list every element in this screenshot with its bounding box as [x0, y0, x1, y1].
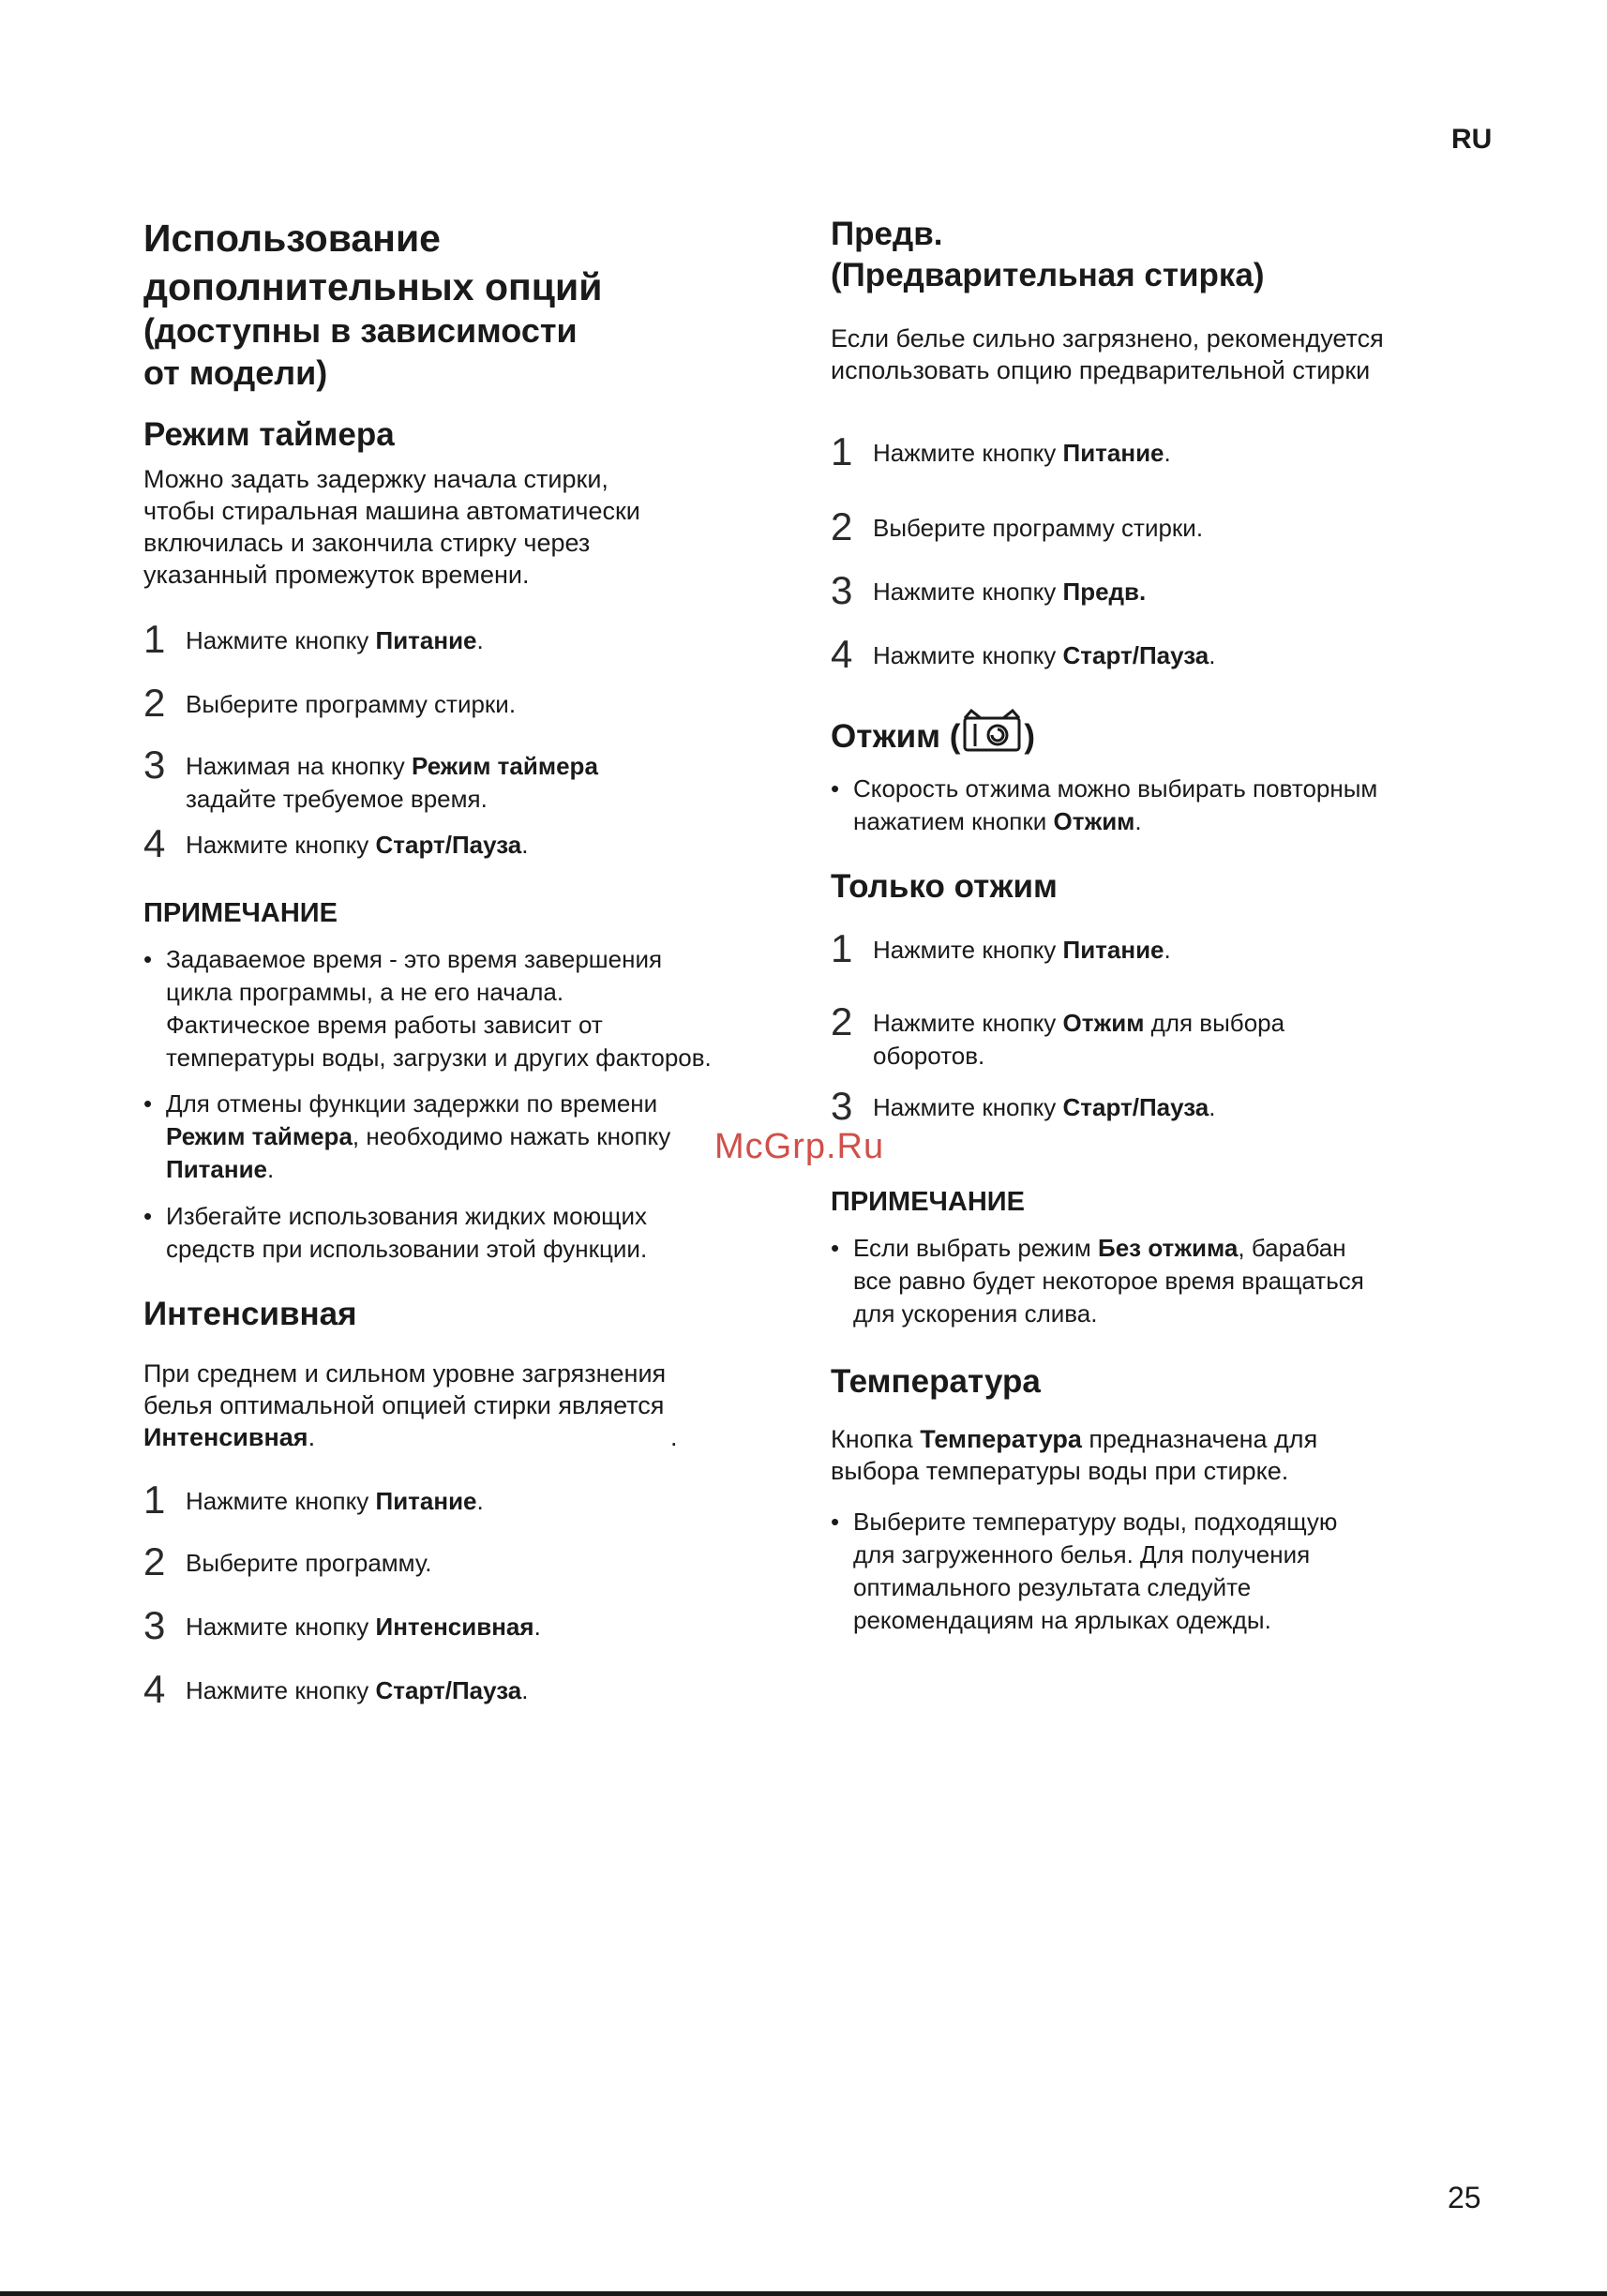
note-heading-right: ПРИМЕЧАНИЕ [831, 1187, 1025, 1217]
timer-step-3 [143, 743, 598, 816]
step-text: Выберите программу. [186, 1549, 432, 1577]
step-text: Нажимая на кнопку Режим таймера задайте требуемое время. [186, 752, 598, 813]
page-title [143, 214, 602, 394]
note-bullet-2 [143, 1088, 670, 1186]
bullet-dot: • [143, 1089, 153, 1118]
spin-only-step-3 [831, 1084, 1216, 1128]
intensive-step-3 [143, 1603, 541, 1647]
spin-only-step-2 [831, 999, 1285, 1073]
spin-bullet [831, 773, 1377, 838]
intensive-intro-line: При среднем и сильном уровне загрязнения [143, 1359, 667, 1388]
bullet-text: Если выбрать режим Без отжима, барабан все равно будет некоторое время вращаться для ускорения слива. [853, 1234, 1364, 1328]
prewash-heading [831, 214, 1265, 296]
temperature-intro-line: Кнопка Температура предназначена для [831, 1425, 1318, 1453]
temperature-intro [831, 1423, 1506, 1487]
temperature-bullet [831, 1506, 1337, 1637]
intensive-heading: Интенсивная [143, 1296, 357, 1332]
watermark: McGrp.Ru [714, 1127, 885, 1166]
timer-step-2 [143, 681, 517, 725]
intensive-intro-line: Интенсивная. [143, 1423, 316, 1451]
step-text: Нажмите кнопку Отжим для выбора оборотов. [873, 1009, 1285, 1070]
bullet-dot: • [143, 945, 153, 973]
bullet-text: Избегайте использования жидких моющих средств при использовании этой функции. [166, 1202, 648, 1263]
step-number: 3 [831, 1084, 853, 1128]
prewash-heading-line: Предв. [831, 216, 943, 252]
prewash-step-1 [831, 429, 1171, 473]
step-number: 3 [143, 1603, 166, 1647]
step-text: Нажмите кнопку Старт/Пауза. [186, 1676, 529, 1704]
spin-only-heading: Только отжим [831, 868, 1058, 905]
spin-only-step-1 [831, 926, 1171, 970]
note-heading: ПРИМЕЧАНИЕ [143, 898, 338, 928]
intensive-intro-line: белья оптимальной опцией стирки является [143, 1391, 665, 1419]
title-line-2: дополнительных опций [143, 265, 603, 308]
bullet-text: Скорость отжима можно выбирать повторным нажатием кнопки Отжим. [853, 774, 1378, 835]
intensive-intro [143, 1358, 800, 1453]
spin-heading: Отжим ( ) [831, 709, 1035, 764]
step-number: 3 [831, 568, 853, 612]
prewash-step-3 [831, 568, 1147, 612]
prewash-intro [831, 323, 1506, 386]
step-text: Выберите программу стирки. [873, 514, 1204, 542]
step-text: Нажмите кнопку Питание. [186, 626, 484, 654]
page-number: 25 [1448, 2181, 1481, 2214]
timer-step-1 [143, 617, 484, 661]
step-text: Нажмите кнопку Питание. [186, 1487, 484, 1515]
step-text: Нажмите кнопку Старт/Пауза. [873, 641, 1216, 669]
bullet-text: Задаваемое время - это время завершения цикла программы, а не его начала. Фактическое время работы зависит от температуры воды, загрузки и других факторов. [166, 945, 712, 1072]
stray-dot: . [670, 1423, 678, 1451]
step-number: 2 [831, 999, 853, 1043]
bullet-text: Для отмены функции задержки по времени Режим таймера, необходимо нажать кнопку Питание. [166, 1089, 671, 1183]
intensive-step-4 [143, 1667, 529, 1711]
timer-intro-line: чтобы стиральная машина автоматически [143, 497, 640, 525]
note-bullet-1 [143, 943, 712, 1074]
note-bullet-3 [143, 1200, 647, 1266]
step-number: 4 [143, 821, 166, 865]
bullet-dot: • [831, 1234, 840, 1262]
timer-intro-line: Можно задать задержку начала стирки, [143, 465, 608, 493]
timer-step-4 [143, 821, 529, 865]
step-number: 1 [831, 429, 853, 473]
bullet-dot: • [143, 1202, 153, 1230]
step-text: Нажмите кнопку Предв. [873, 578, 1147, 606]
step-number: 1 [143, 1478, 166, 1522]
timer-intro-line: включилась и закончила стирку через [143, 529, 591, 557]
step-text: Нажмите кнопку Интенсивная. [186, 1613, 541, 1641]
prewash-step-4 [831, 632, 1216, 676]
bullet-text: Выберите температуру воды, подходящую для загруженного белья. Для получения оптимального результата следуйте рекомендациям на ярлыках одежды. [853, 1508, 1338, 1634]
step-text: Нажмите кнопку Старт/Пауза. [873, 1093, 1216, 1121]
language-code: RU [1451, 124, 1493, 155]
step-text: Нажмите кнопку Старт/Пауза. [186, 831, 529, 859]
prewash-intro-line: Если белье сильно загрязнено, рекомендуется [831, 324, 1384, 353]
step-number: 3 [143, 743, 166, 787]
step-text: Выберите программу стирки. [186, 690, 517, 718]
note-right-bullet [831, 1232, 1364, 1330]
intensive-step-1 [143, 1478, 484, 1522]
step-number: 2 [143, 681, 166, 725]
timer-heading: Режим таймера [143, 416, 395, 453]
spin-icon [962, 709, 1022, 764]
timer-intro-line: указанный промежуток времени. [143, 561, 530, 589]
bottom-rule [0, 2291, 1607, 2296]
prewash-intro-line: использовать опцию предварительной стирки [831, 356, 1371, 384]
temperature-heading: Температура [831, 1363, 1041, 1400]
step-number: 2 [143, 1539, 166, 1583]
step-number: 4 [143, 1667, 166, 1711]
temperature-intro-line: выбора температуры воды при стирке. [831, 1457, 1289, 1485]
bullet-dot: • [831, 774, 840, 803]
prewash-step-2 [831, 504, 1204, 548]
step-number: 1 [831, 926, 853, 970]
step-number: 2 [831, 504, 853, 548]
intensive-step-2 [143, 1539, 432, 1583]
step-text: Нажмите кнопку Питание. [873, 439, 1171, 467]
step-text: Нажмите кнопку Питание. [873, 936, 1171, 964]
step-number: 1 [143, 617, 166, 661]
subtitle-line-1: (доступны в зависимости [143, 311, 578, 350]
title-line-1: Использование [143, 217, 441, 260]
prewash-heading-line: (Предварительная стирка) [831, 257, 1265, 293]
subtitle-line-2: от модели) [143, 353, 328, 392]
bullet-dot: • [831, 1508, 840, 1536]
timer-intro [143, 463, 640, 591]
step-number: 4 [831, 632, 853, 676]
